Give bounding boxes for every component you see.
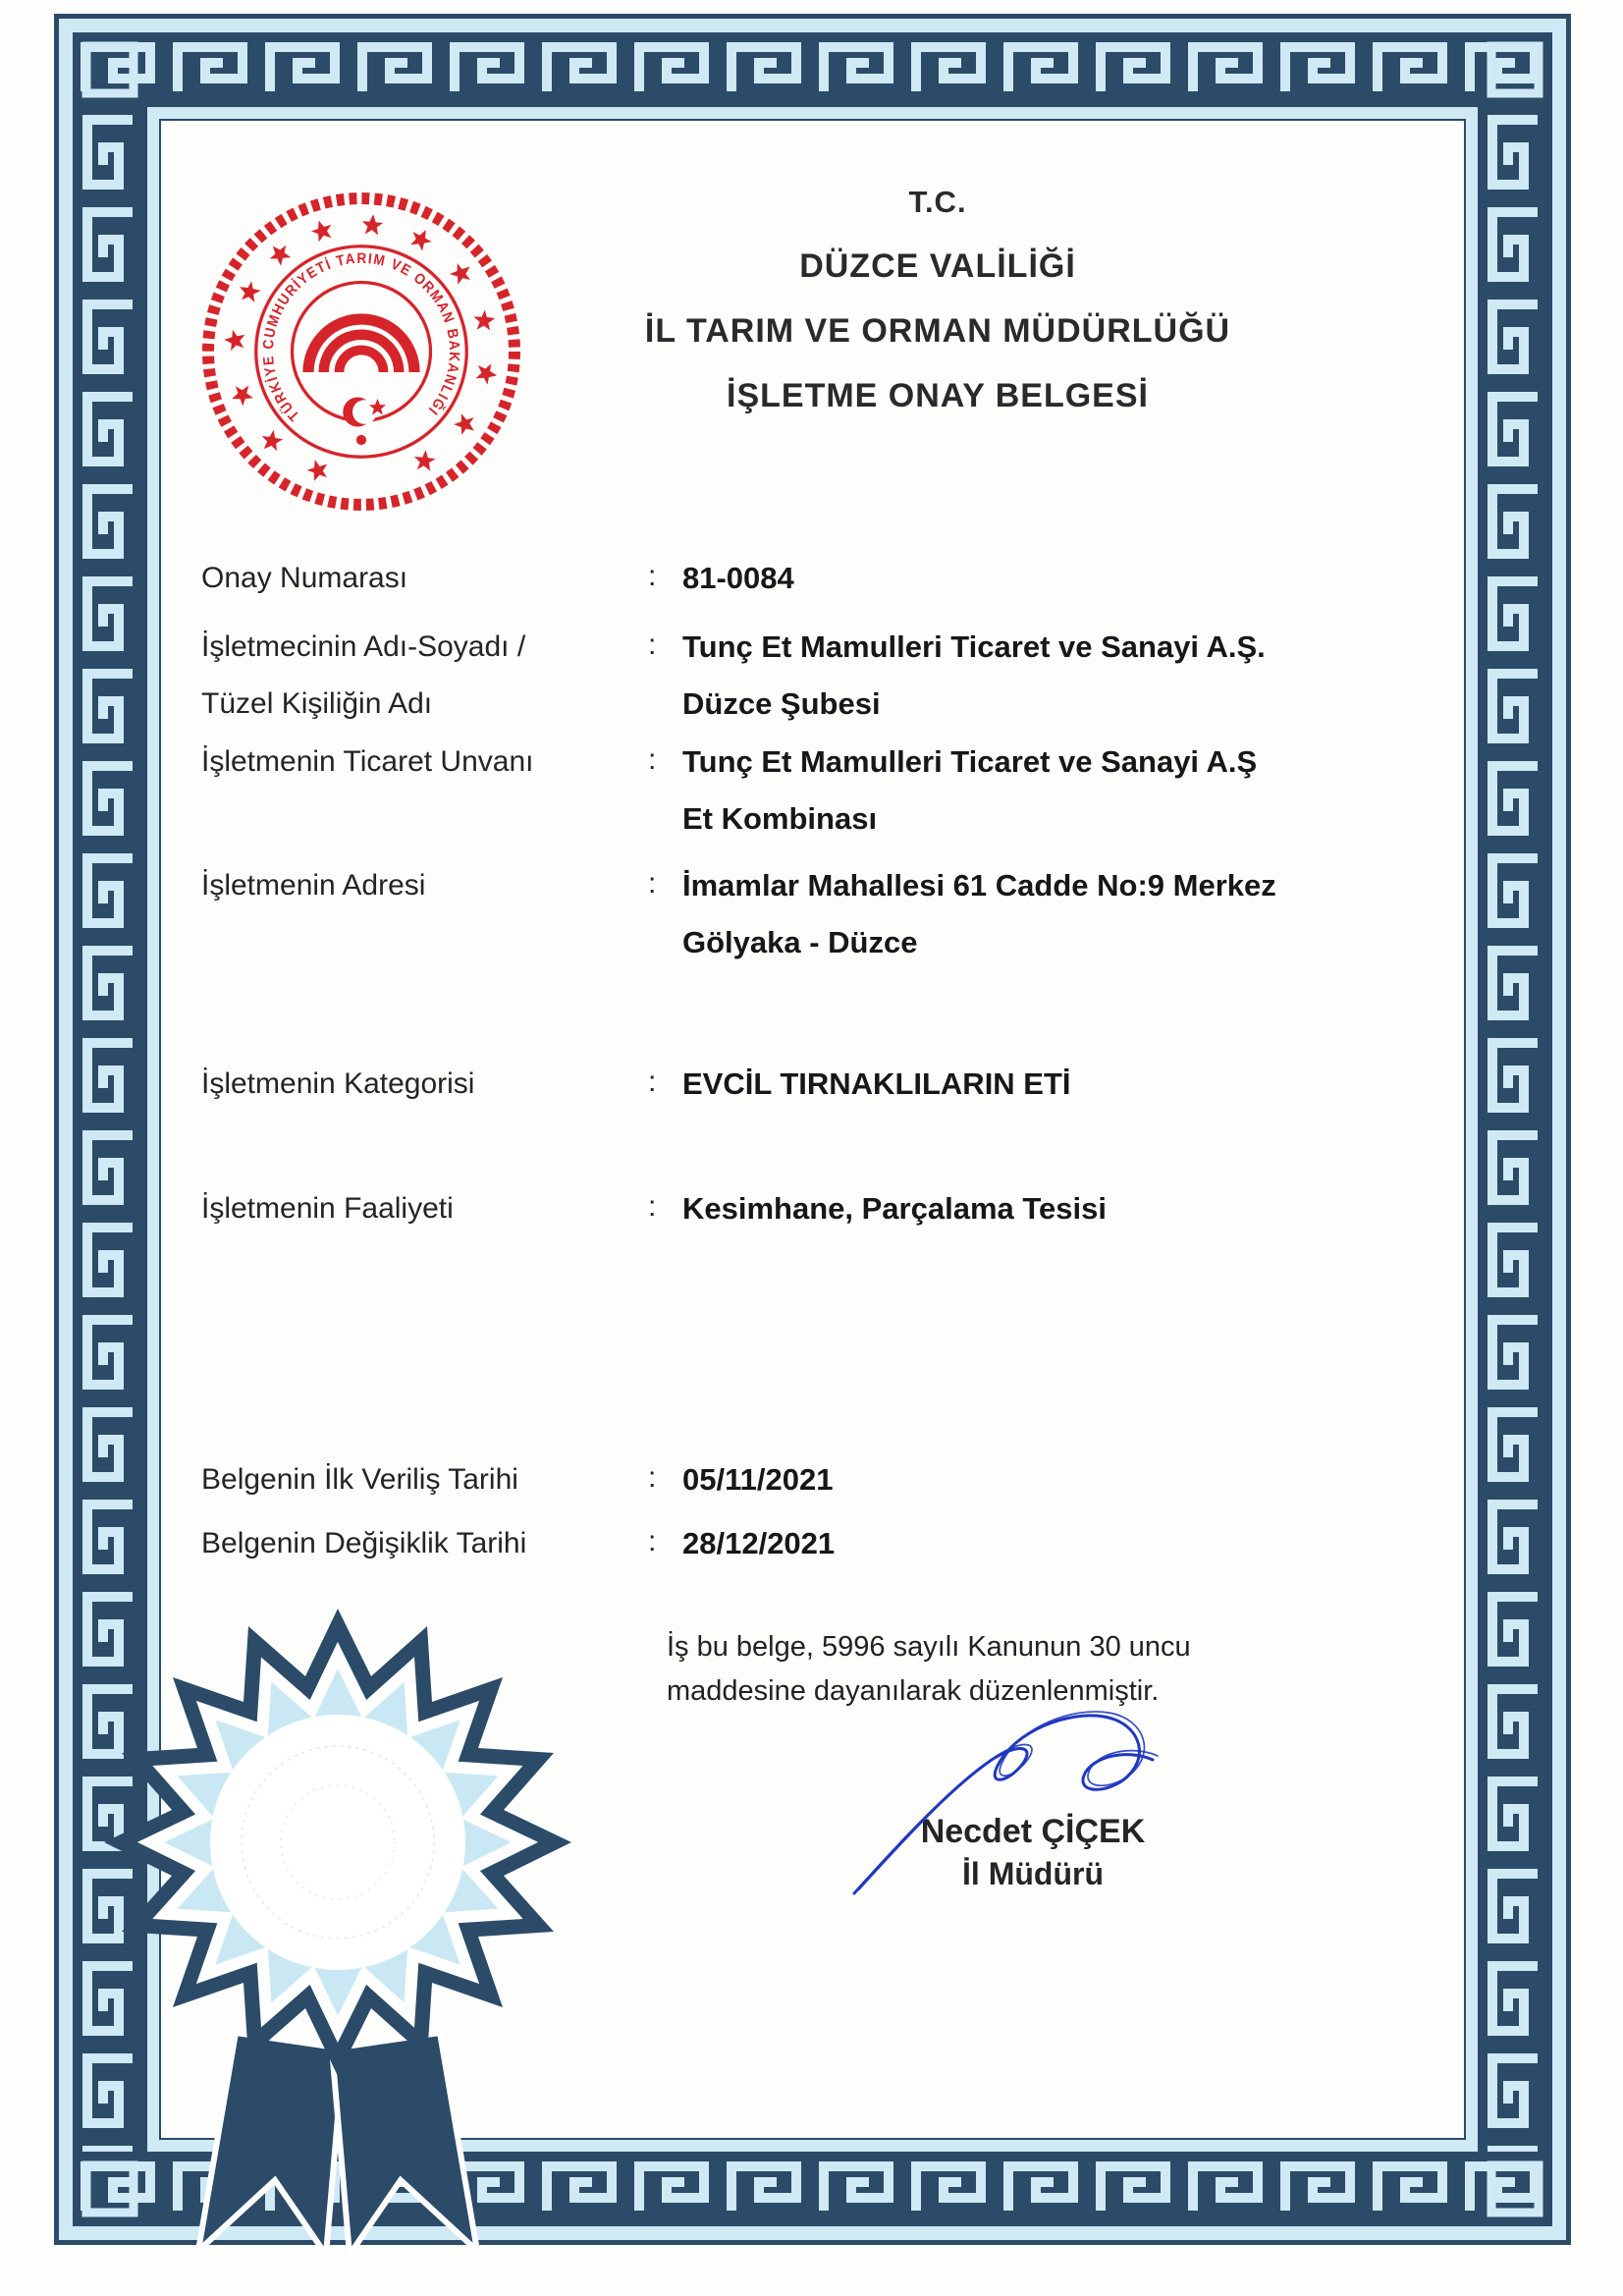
field-colon: : xyxy=(648,867,657,900)
page-title: İŞLETME ONAY BELGESİ xyxy=(727,377,1149,414)
field-value: EVCİL TIRNAKLILARIN ETİ xyxy=(682,1066,1071,1101)
emblem-bottom-dot xyxy=(356,435,366,445)
crescent-star-icon xyxy=(343,398,386,427)
field-value: 81-0084 xyxy=(682,561,794,595)
signer-name: Necdet ÇİÇEK xyxy=(920,1813,1146,1850)
field-label: Belgenin Değişiklik Tarihi xyxy=(201,1527,527,1559)
header-tc: T.C. xyxy=(908,185,967,219)
field-label: Belgenin İlk Veriliş Tarihi xyxy=(201,1463,518,1496)
field-label: İşletmenin Adresi xyxy=(201,869,426,902)
handwritten-signature xyxy=(833,1705,1216,1901)
legal-note xyxy=(667,1625,1315,1714)
field-colon: : xyxy=(648,1190,657,1223)
field-value: 05/11/2021 xyxy=(682,1462,834,1497)
field-label: Onay Numarası xyxy=(201,562,408,594)
field-colon: : xyxy=(648,1066,657,1098)
fan-arcs-icon xyxy=(308,319,414,372)
field-colon: : xyxy=(648,1461,657,1494)
field-colon: : xyxy=(648,629,657,661)
field-value: Tunç Et Mamulleri Ticaret ve Sanayi A.Ş. Düzce Şubesi xyxy=(682,629,1266,721)
document-header xyxy=(452,183,1424,416)
field-label: İşletmecinin Adı-Soyadı / Tüzel Kişiliğin Adı xyxy=(201,630,526,720)
header-directorate: İL TARIM VE ORMAN MÜDÜRLÜĞÜ xyxy=(644,312,1231,350)
legal-note-line2: maddesine dayanılarak düzenlenmiştir. xyxy=(667,1675,1160,1707)
field-value: 28/12/2021 xyxy=(682,1526,836,1560)
emblem-ring-text: TÜRKİYE CUMHURİYETİ TARIM VE ORMAN BAKANLIĞI xyxy=(259,249,463,424)
field-value: Kesimhane, Parçalama Tesisi xyxy=(682,1191,1107,1226)
header-governorship: DÜZCE VALİLİĞİ xyxy=(799,247,1076,285)
field-value: İmamlar Mahallesi 61 Cadde No:9 Merkez Gölyaka - Düzce xyxy=(682,868,1276,959)
legal-note-line1: İş bu belge, 5996 sayılı Kanunun 30 uncu xyxy=(667,1631,1191,1663)
field-colon: : xyxy=(648,1525,657,1558)
field-value: Tunç Et Mamulleri Ticaret ve Sanayi A.Ş Et Kombinası xyxy=(682,744,1258,836)
rosette-seal xyxy=(90,1599,591,2259)
field-label: İşletmenin Faaliyeti xyxy=(201,1192,454,1225)
field-colon: : xyxy=(648,560,657,592)
signer-title: İl Müdürü xyxy=(962,1856,1104,1891)
field-label: İşletmenin Ticaret Unvanı xyxy=(201,745,534,778)
field-colon: : xyxy=(648,743,657,776)
field-label: İşletmenin Kategorisi xyxy=(201,1067,475,1100)
seal-center xyxy=(210,1715,465,1970)
